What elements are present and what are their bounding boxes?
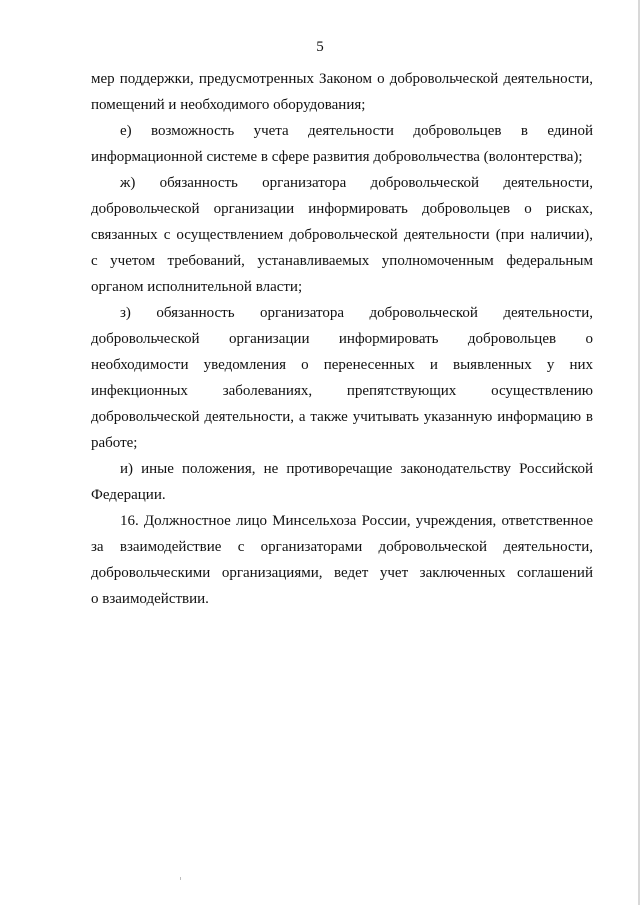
text-line: инфекционных заболеваниях, препятствующих осуществлению [91, 383, 593, 399]
text-line: помещений и необходимого оборудования; [91, 97, 366, 113]
text-line: о взаимодействии. [91, 591, 209, 607]
text-line: связанных с осуществлением добровольческой деятельности (при наличии), [91, 227, 593, 243]
text-line: мер поддержки, предусмотренных Законом о добровольческой деятельности, [91, 71, 593, 87]
text-line: с учетом требований, устанавливаемых уполномоченным федеральным [91, 253, 593, 269]
text-line: и) иные положения, не противоречащие законодательству Российской [120, 461, 593, 477]
text-line: добровольческой деятельности, а также учитывать указанную информацию в [91, 409, 593, 425]
page-number: 5 [316, 39, 324, 55]
text-line: добровольческими организациями, ведет учет заключенных соглашений [91, 565, 593, 581]
scan-speck [180, 877, 181, 880]
text-line: е) возможность учета деятельности добровольцев в единой [120, 123, 593, 139]
text-line: работе; [91, 435, 138, 451]
document-body [91, 66, 593, 612]
text-line: добровольческой организации информировать добровольцев о [91, 331, 593, 347]
text-line: 16. Должностное лицо Минсельхоза России, учреждения, ответственное [120, 513, 593, 529]
text-line: Федерации. [91, 487, 166, 503]
text-line: ж) обязанность организатора добровольческой деятельности, [120, 175, 593, 191]
text-line: з) обязанность организатора добровольческой деятельности, [120, 305, 593, 321]
text-line: добровольческой организации информировать добровольцев о рисках, [91, 201, 593, 217]
text-line: органом исполнительной власти; [91, 279, 303, 295]
text-line: за взаимодействие с организаторами добровольческой деятельности, [91, 539, 593, 555]
text-line: информационной системе в сфере развития добровольчества (волонтерства); [91, 149, 583, 165]
text-line: необходимости уведомления о перенесенных и выявленных у них [91, 357, 593, 373]
